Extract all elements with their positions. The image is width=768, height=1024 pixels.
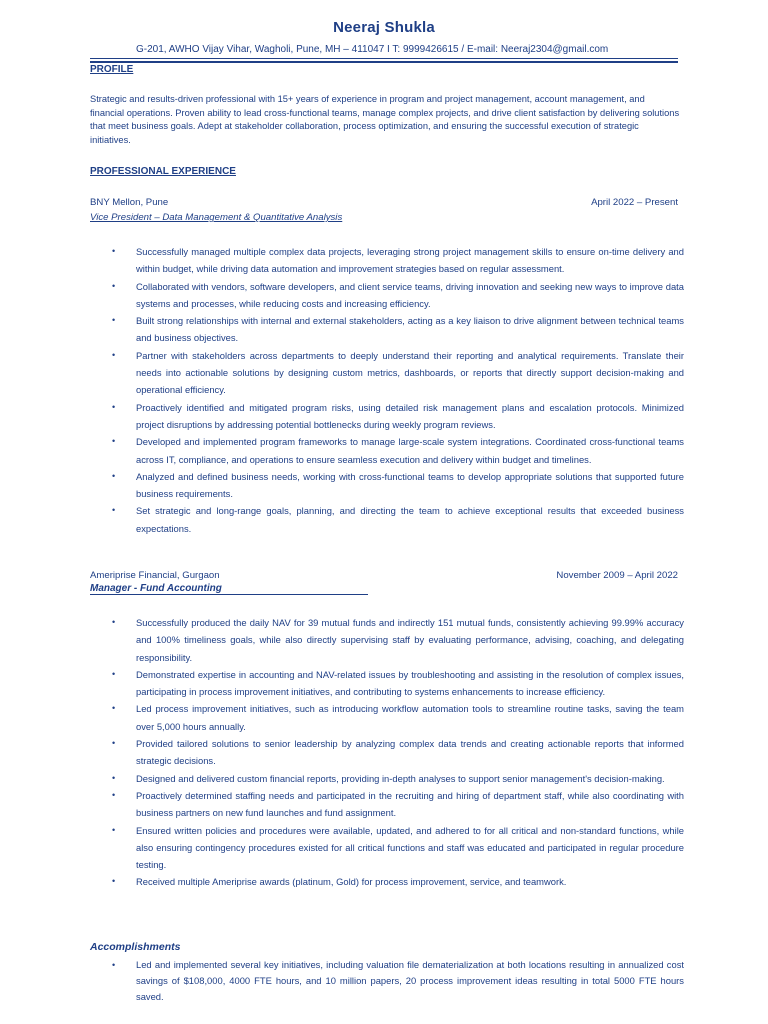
bullet-text: Proactively determined staffing needs and participated in the recruiting and hiring of department staff, while also coordinating with business partners on new fund launches and fund assignment. [136, 789, 684, 819]
bullet-icon: • [112, 470, 116, 481]
bullet-text: Provided tailored solutions to senior leadership by analyzing complex data trends and creating actionable reports that informed strategic decisions. [136, 738, 684, 767]
bullet-icon: • [112, 703, 116, 714]
list-item [108, 347, 684, 399]
bullet-text: Successfully managed multiple complex data projects, leveraging strong project management skills to ensure on-time delivery and within budget, while driving data automation and improvement strategies based on regular assessment. [136, 246, 684, 275]
bullet-text: Successfully produced the daily NAV for 39 mutual funds and indirectly 151 mutual funds, consistently achieving 99.99% accuracy and 100% timeliness goals, while also directly supervising staff by evaluating performance, advising, coaching, and delegating responsibility. [136, 617, 684, 663]
job-role: Vice President – Data Management & Quantitative Analysis [90, 212, 343, 223]
bullet-icon: • [112, 738, 116, 749]
list-item [108, 278, 684, 313]
bullet-text: Demonstrated expertise in accounting and NAV-related issues by troubleshooting and assisting in the resolution of complex issues, participating in process improvement initiatives, and contributing to systems enhancements to increase efficiency. [136, 668, 684, 698]
list-item [108, 433, 684, 468]
list-item [108, 312, 684, 347]
job-company: BNY Mellon, Pune [90, 197, 169, 208]
bullet-icon: • [112, 960, 116, 970]
job-bullet-list [108, 243, 684, 537]
list-item [108, 666, 684, 701]
bullet-icon: • [112, 876, 116, 887]
bullet-icon: • [112, 617, 116, 627]
bullet-text: Led process improvement initiatives, such as introducing workflow automation tools to streamline routine tasks, saving the team over 5,000 hours annually. [136, 703, 684, 732]
bullet-text: Analyzed and defined business needs, working with cross-functional teams to develop appropriate solutions that supported future business requirements. [136, 470, 684, 500]
bullet-text: Led and implemented several key initiatives, including valuation file dematerialization at both locations resulting in annualized cost savings of $108,000, 4000 FTE hours, and 10 million papers, 20 process improvement ideas resulting in total 5000 FTE hours saved. [136, 959, 684, 1002]
job-company: Ameriprise Financial, Gurgaon [90, 570, 220, 581]
bullet-icon: • [112, 789, 116, 800]
accomplishments-heading: Accomplishments [90, 941, 181, 953]
job-dates: November 2009 – April 2022 [556, 570, 678, 581]
bullet-text: Ensured written policies and procedures were available, updated, and adhered to for all critical and non-standard functions, while also ensuring contingency procedures existed for all critical functions and staff was educated and participated in regular procedure testing. [136, 824, 684, 871]
bullet-text: Collaborated with vendors, software developers, and client service teams, driving innovation and seeking new ways to improve data systems and processes, while reducing costs and increasing efficiency. [136, 280, 684, 309]
bullet-icon: • [112, 246, 116, 256]
list-item [108, 787, 684, 822]
list-item [108, 770, 684, 787]
header-rule-thin [90, 58, 678, 59]
job-dates: April 2022 – Present [591, 197, 678, 208]
bullet-text: Designed and delivered custom financial reports, providing in-depth analyses to support senior management's decision-making. [136, 772, 665, 784]
bullet-text: Developed and implemented program frameworks to manage large-scale system integrations. Coordinated cross-functional teams across IT, compliance, and operations to ensure seamless execution and delivery within budget and timelines. [136, 436, 684, 465]
bullet-icon: • [112, 505, 116, 516]
bullet-icon: • [112, 668, 116, 679]
list-item [108, 243, 684, 278]
bullet-icon: • [112, 436, 116, 447]
list-item [108, 614, 684, 666]
list-item [108, 468, 684, 503]
job-role: Manager - Fund Accounting [90, 583, 368, 595]
list-item [108, 399, 684, 434]
list-item [108, 735, 684, 770]
bullet-text: Partner with stakeholders across departments to deeply understand their reporting and analytical requirements. Translate their needs into actionable solutions by designing custom metrics, dashboards, or reports that directly support decision-making and operational efficiency. [136, 349, 684, 396]
list-item [108, 957, 684, 1005]
candidate-name: Neeraj Shukla [333, 19, 435, 36]
bullet-icon: • [112, 824, 116, 835]
profile-summary: Strategic and results-driven professional with 15+ years of experience in program and project management, account management, and financial operations. Proven ability to lead cross-functional teams, manage complex projects, and drive client satisfaction by delivering solutions that meet business goals. Adept at stakeholder collaboration, process optimization, and ensuring the successful execution of strategic initiatives. [90, 94, 680, 145]
contact-line: G-201, AWHO Vijay Vihar, Wagholi, Pune, MH – 411047 I T: 9999426615 / E-mail: Neeraj2304@gmail.com [136, 44, 609, 55]
bullet-icon: • [112, 772, 116, 783]
bullet-text: Received multiple Ameriprise awards (platinum, Gold) for process improvement, service, and teamwork. [136, 876, 567, 888]
bullet-icon: • [112, 349, 116, 360]
experience-heading: PROFESSIONAL EXPERIENCE [90, 166, 236, 177]
list-item [108, 502, 684, 537]
accomplishments-list [108, 957, 684, 1005]
bullet-text: Built strong relationships with internal and external stakeholders, acting as a key liaison to drive alignment between technical teams and business objectives. [136, 315, 684, 344]
list-item [108, 822, 684, 874]
list-item [108, 873, 684, 890]
bullet-icon: • [112, 280, 116, 291]
bullet-text: Proactively identified and mitigated program risks, using detailed risk management plans and escalation protocols. Minimized project disruptions by addressing potential bottlenecks during weekly program reviews. [136, 401, 684, 430]
list-item [108, 700, 684, 735]
job-bullet-list [108, 614, 684, 891]
header-rule-thick [90, 61, 678, 63]
bullet-icon: • [112, 401, 116, 412]
bullet-text: Set strategic and long-range goals, planning, and directing the team to achieve exceptional results that exceeded business expectations. [136, 505, 684, 534]
bullet-icon: • [112, 315, 116, 326]
profile-heading: PROFILE [90, 64, 134, 75]
